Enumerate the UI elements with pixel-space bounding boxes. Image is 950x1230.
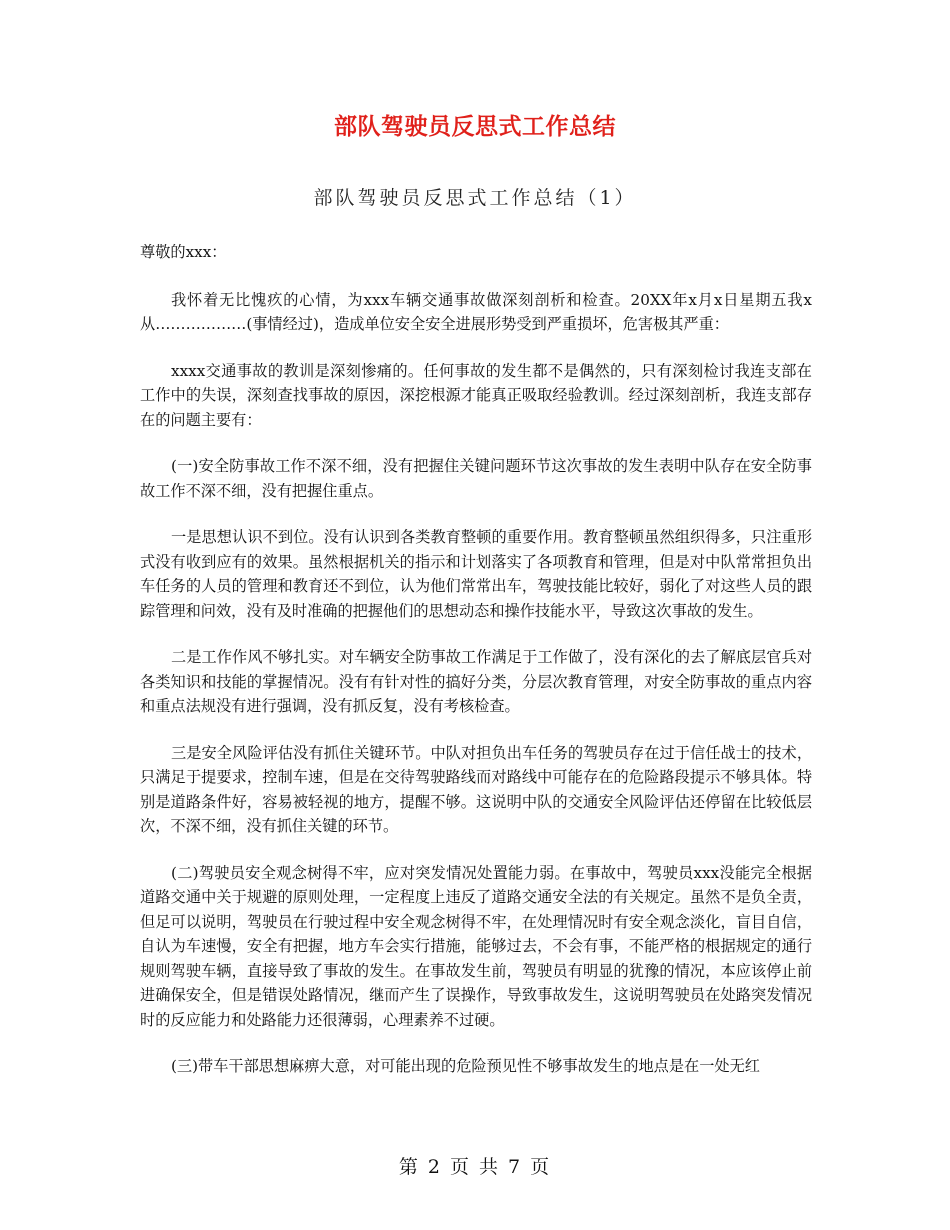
paragraph: (一)安全防事故工作不深不细，没有把握住关键问题环节这次事故的发生表明中队存在安全防事故工作不深不细，没有把握住重点。 [140, 457, 812, 500]
document-title: 部队驾驶员反思式工作总结 [334, 113, 616, 140]
paragraph: 二是工作作风不够扎实。对车辆安全防事故工作满足于工作做了，没有深化的去了解底层官兵对各类知识和技能的掌握情况。没有有针对性的搞好分类，分层次教育管理，对安全防事故的重点内容和重点法规没有进行强调，没有抓反复，没有考核检查。 [140, 648, 812, 715]
paragraph: 我怀着无比愧疚的心情，为xxx车辆交通事故做深刻剖析和检查。20XX年x月x日星期五我x从………………(事情经过)，造成单位安全安全进展形势受到严重损坏，危害极其严重： [140, 290, 812, 333]
paragraph: 一是思想认识不到位。没有认识到各类教育整顿的重要作用。教育整顿虽然组织得多，只注重形式没有收到应有的效果。虽然根据机关的指示和计划落实了各项教育和管理，但是对中队常常担负出车任务的人员的管理和教育还不到位，认为他们常常出车，驾驶技能比较好，弱化了对这些人员的跟踪管理和问效，没有及时准确的把握他们的思想动态和操作技能水平，导致这次事故的发生。 [140, 528, 812, 620]
salutation: 尊敬的xxx： [140, 243, 227, 261]
paragraph: xxxx交通事故的教训是深刻惨痛的。任何事故的发生都不是偶然的，只有深刻检讨我连支部在工作中的失误，深刻查找事故的原因，深挖根源才能真正吸取经验教训。经过深刻剖析，我连支部存在的问题主要有： [140, 361, 812, 429]
document-subtitle: 部队驾驶员反思式工作总结（1） [313, 187, 637, 209]
page-number-footer: 第 2 页 共 7 页 [398, 1156, 552, 1178]
paragraph: (三)带车干部思想麻痹大意，对可能出现的危险预见性不够事故发生的地点是在一处无红 [171, 1057, 760, 1075]
document-body [140, 240, 812, 1101]
paragraph: (二)驾驶员安全观念树得不牢，应对突发情况处置能力弱。在事故中，驾驶员xxx没能完全根据道路交通中关于规避的原则处理，一定程度上违反了道路交通安全法的有关规定。虽然不是负全责，但足可以说明，驾驶员在行驶过程中安全观念树得不牢，在处理情况时有安全观念淡化，盲目自信，自认为车速慢，安全有把握，地方车会实行措施，能够过去，不会有事，不能严格的根据规定的通行规则驾驶车辆，直接导致了事故的发生。在事故发生前，驾驶员有明显的犹豫的情况，本应该停止前进确保安全，但是错误处路情况，继而产生了误操作，导致事故发生，这说明驾驶员在处路突发情况时的反应能力和处路能力还很薄弱，心理素养不过硬。 [140, 863, 812, 1029]
paragraph: 三是安全风险评估没有抓住关键环节。中队对担负出车任务的驾驶员存在过于信任战士的技术，只满足于提要求，控制车速，但是在交待驾驶路线而对路线中可能存在的危险路段提示不够具体。特别是道路条件好，容易被轻视的地方，提醒不够。这说明中队的交通安全风险评估还停留在比较低层次，不深不细，没有抓住关键的环节。 [140, 743, 812, 835]
